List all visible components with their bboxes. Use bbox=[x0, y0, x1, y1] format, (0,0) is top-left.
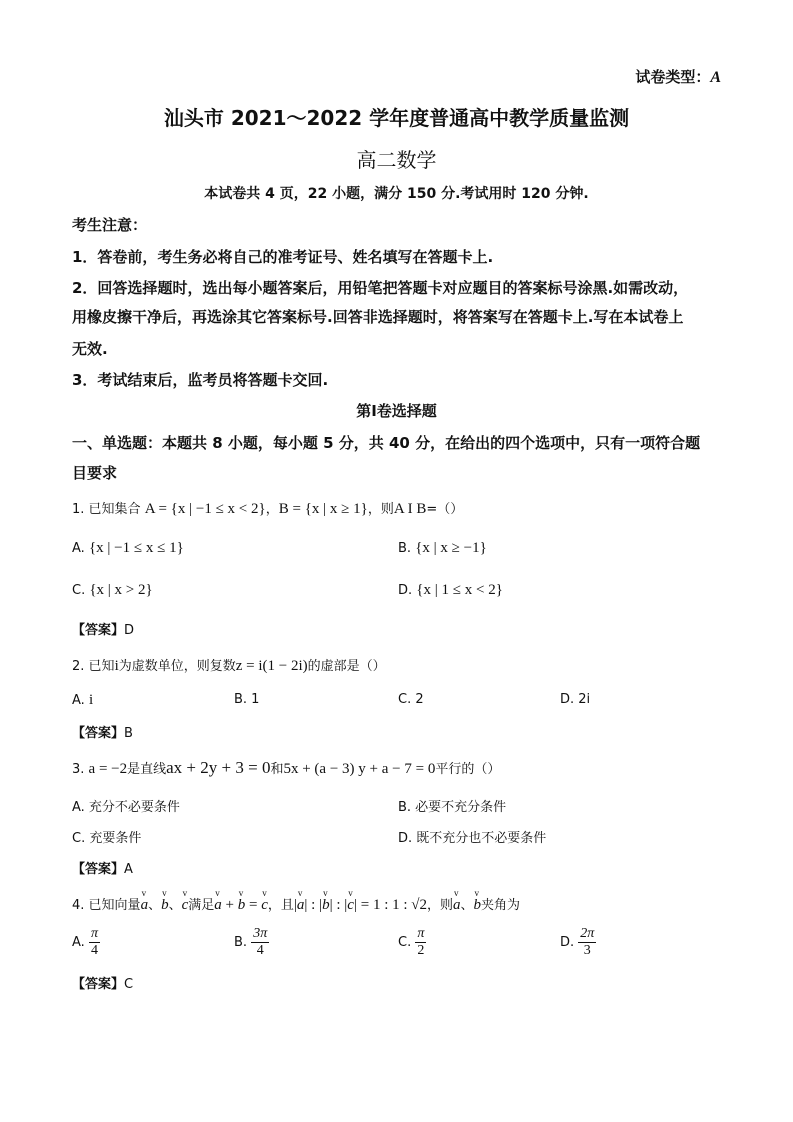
answer-tag: 【答案】 bbox=[72, 862, 125, 877]
exam-type-value: A bbox=[710, 69, 721, 86]
fraction bbox=[415, 926, 426, 959]
notice-item-2-line-2: 用橡皮擦干净后，再选涂其它答案标号.回答非选择题时，将答案写在答题卡上.写在本试卷上 bbox=[72, 308, 684, 326]
math-line-2: 5x + (a − 3) y + a − 7 = 0 bbox=[283, 761, 436, 777]
question-3 bbox=[72, 758, 500, 778]
answer-tag: 【答案】 bbox=[72, 726, 125, 741]
fraction bbox=[89, 926, 100, 959]
answer-tag: 【答案】 bbox=[72, 623, 125, 638]
math-operator: + bbox=[221, 897, 238, 913]
option-value: {x | x ≥ −1} bbox=[415, 540, 487, 556]
vector-a: v a bbox=[453, 897, 461, 914]
question-text: 已知集合 bbox=[88, 502, 141, 517]
notice-item-2-line-3: 无效. bbox=[72, 340, 108, 358]
option-label: B. bbox=[398, 541, 412, 556]
part1-line-1: 一、单选题：本题共 8 小题，每小题 5 分，共 40 分，在给出的四个选项中，只有一项符合题 bbox=[72, 434, 701, 452]
answer-value: C bbox=[124, 977, 134, 992]
q2-answer bbox=[72, 722, 133, 741]
answer-value: D bbox=[124, 623, 135, 638]
q2-option-c: C. 2 bbox=[398, 692, 424, 707]
vector-c: v c bbox=[182, 897, 189, 914]
question-text: ，则 bbox=[427, 898, 454, 913]
option-label: C. bbox=[398, 935, 412, 950]
question-text: ，且 bbox=[267, 898, 294, 913]
option-label: C. bbox=[72, 583, 86, 598]
denominator: 2 bbox=[417, 943, 425, 958]
option-label: A. bbox=[72, 693, 85, 708]
option-value: {x | −1 ≤ x ≤ 1} bbox=[88, 540, 184, 556]
exam-type-label: 试卷类型： bbox=[635, 68, 711, 86]
vector-b: v b bbox=[238, 897, 246, 914]
vector-c: v c bbox=[261, 897, 268, 914]
option-value: i bbox=[88, 692, 94, 708]
vector-b: v b bbox=[474, 897, 482, 914]
question-4 bbox=[72, 894, 520, 914]
math-line-1: ax + 2y + 3 = 0 bbox=[166, 758, 271, 777]
option-label: A. bbox=[72, 541, 85, 556]
vector-magnitudes: |v a| : |v b| : |v c| bbox=[294, 897, 361, 913]
numerator: π bbox=[90, 926, 98, 941]
numerator: π bbox=[417, 926, 425, 941]
q4-option-b bbox=[234, 926, 269, 959]
question-number: 1. bbox=[72, 502, 85, 517]
denominator: 3 bbox=[583, 943, 591, 958]
question-text: 平行的（） bbox=[435, 762, 501, 777]
question-number: 3. bbox=[72, 762, 85, 777]
q1-option-d bbox=[398, 582, 503, 599]
vector-b: v b bbox=[161, 897, 169, 914]
separator: 、 bbox=[460, 898, 474, 913]
question-1 bbox=[72, 498, 463, 518]
option-label: D. bbox=[398, 583, 413, 598]
math-set-b: B = {x | x ≥ 1} bbox=[278, 501, 368, 517]
q4-option-a bbox=[72, 926, 100, 959]
math-operator: = bbox=[245, 897, 262, 913]
math-symbol: i bbox=[114, 658, 119, 674]
option-value: {x | 1 ≤ x < 2} bbox=[416, 582, 503, 598]
notice-item-1: 1．答卷前，考生务必将自己的准考证号、姓名填写在答题卡上. bbox=[72, 248, 494, 266]
math-set-a: A = {x | −1 ≤ x < 2} bbox=[144, 501, 266, 517]
vector-a: v a bbox=[297, 897, 305, 914]
answer-tag: 【答案】 bbox=[72, 977, 125, 992]
page-subtitle: 高二数学 bbox=[356, 148, 437, 172]
q1-option-a bbox=[72, 540, 184, 557]
question-text: 是直线 bbox=[127, 762, 167, 777]
q3-option-c: C. 充要条件 bbox=[72, 831, 142, 846]
q3-option-a: A. 充分不必要条件 bbox=[72, 800, 180, 815]
question-text: 满足 bbox=[188, 898, 215, 913]
q3-option-d: D. 既不充分也不必要条件 bbox=[398, 831, 547, 846]
option-label: A. bbox=[72, 935, 85, 950]
option-label: B. bbox=[234, 935, 248, 950]
fraction bbox=[251, 926, 269, 959]
numerator: 2π bbox=[580, 926, 595, 941]
question-number: 2. bbox=[72, 659, 85, 674]
q4-option-d bbox=[560, 926, 596, 959]
exam-type bbox=[635, 66, 721, 87]
separator: 、 bbox=[168, 898, 182, 913]
answer-value: A bbox=[124, 862, 133, 877]
question-text: =（） bbox=[426, 502, 464, 517]
exam-info: 本试卷共 4 页，22 小题，满分 150 分.考试用时 120 分钟. bbox=[204, 186, 589, 202]
q2-option-b: B. 1 bbox=[234, 692, 260, 707]
page-title: 汕头市 2021～2022 学年度普通高中教学质量监测 bbox=[163, 106, 630, 130]
question-number: 4. bbox=[72, 898, 85, 913]
math-ratio: = 1 : 1 : √2 bbox=[360, 897, 428, 913]
vector-c: v c bbox=[347, 897, 354, 914]
q2-option-a bbox=[72, 692, 93, 709]
numerator: 3π bbox=[253, 926, 268, 941]
math-expression: z = i(1 − 2i) bbox=[235, 658, 308, 674]
option-value: {x | x > 2} bbox=[89, 582, 153, 598]
q3-option-b: B. 必要不充分条件 bbox=[398, 800, 507, 815]
q3-answer bbox=[72, 858, 133, 877]
question-2 bbox=[72, 655, 386, 675]
question-text: 的虚部是（） bbox=[307, 659, 386, 674]
vector-a: v a bbox=[141, 897, 149, 914]
separator: ， bbox=[265, 502, 279, 517]
q1-answer bbox=[72, 619, 134, 638]
separator: 、 bbox=[148, 898, 162, 913]
math-condition: a = −2 bbox=[88, 761, 128, 777]
answer-value: B bbox=[124, 726, 133, 741]
q4-option-c bbox=[398, 926, 426, 959]
question-text: 为虚数单位，则复数 bbox=[118, 659, 236, 674]
denominator: 4 bbox=[90, 943, 98, 958]
option-label: D. bbox=[560, 935, 575, 950]
part1-line-2: 目要求 bbox=[72, 464, 118, 482]
math-expression: A I B bbox=[393, 501, 427, 517]
notice-heading: 考生注意： bbox=[72, 216, 148, 234]
notice-item-2-line-1: 2．回答选择题时，选出每小题答案后，用铅笔把答题卡对应题目的答案标号涂黑.如需改动， bbox=[72, 279, 689, 297]
section-title: 第Ⅰ卷选择题 bbox=[356, 402, 437, 420]
q2-option-d: D. 2i bbox=[560, 692, 591, 707]
question-text: 已知 bbox=[88, 659, 115, 674]
q1-option-c bbox=[72, 582, 153, 599]
vector-b: v b bbox=[322, 897, 330, 914]
q1-option-b bbox=[398, 540, 487, 557]
question-text: 和 bbox=[270, 762, 284, 777]
q4-answer bbox=[72, 973, 133, 992]
question-text: 夹角为 bbox=[481, 898, 521, 913]
denominator: 4 bbox=[256, 943, 264, 958]
notice-item-3: 3．考试结束后，监考员将答题卡交回. bbox=[72, 371, 329, 389]
fraction bbox=[578, 926, 596, 959]
vector-a: v a bbox=[214, 897, 222, 914]
question-text: 已知向量 bbox=[88, 898, 141, 913]
question-text: ，则 bbox=[367, 502, 394, 517]
